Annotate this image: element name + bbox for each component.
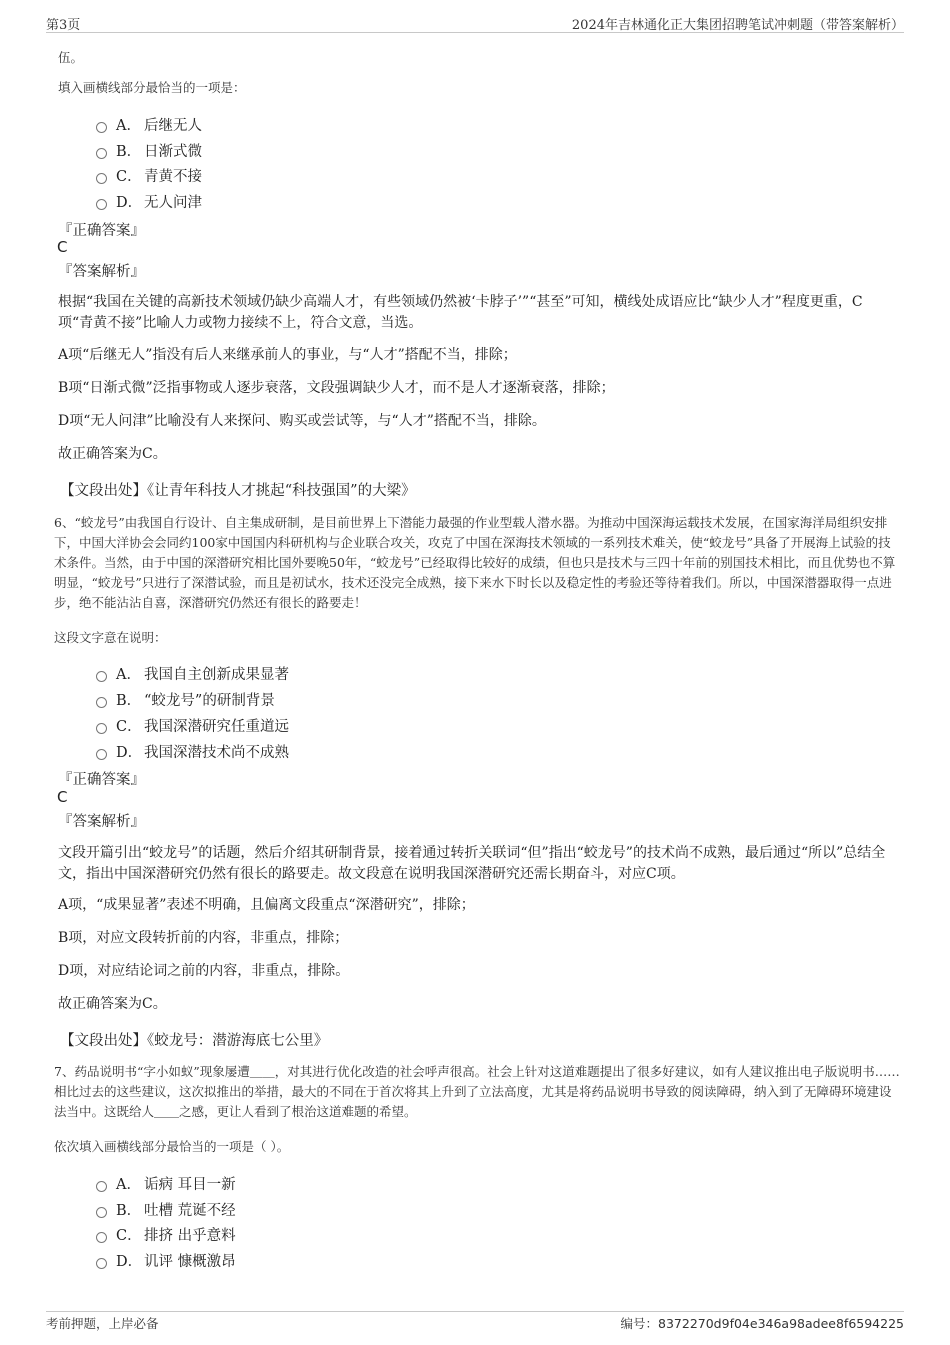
q5-stem-tail: 伍。 (58, 50, 84, 65)
q7-stem: 7、药品说明书“字小如蚁”现象屡遭＿＿，对其进行优化改造的社会呼声很高。社会上针对这道难题提出了很多好建议，如有人建议推出电子版说明书……相比过去的这些建议，这次拟推出的举措，最大的不同在于首次将其上升到了立法高度，尤其是将药品说明书导致的阅读障碍，纳入到了无障碍环境建设法当中。这既给人＿＿之感，更让人看到了根治这道难题的希望。 (54, 1064, 900, 1119)
q5-option-a[interactable]: A． 后继无人 (96, 114, 202, 138)
radio-icon[interactable] (96, 173, 107, 184)
q6-option-b[interactable]: B． “蛟龙号”的研制背景 (96, 689, 275, 713)
q7-prompt: 依次填入画横线部分最恰当的一项是（ ）。 (54, 1139, 290, 1154)
q6-analysis-paragraph: 故正确答案为C。 (58, 996, 167, 1012)
q7-option-d[interactable]: D． 讥评 慷概激昂 (96, 1250, 236, 1274)
radio-icon[interactable] (96, 723, 107, 734)
radio-icon[interactable] (96, 671, 107, 682)
q5-analysis-paragraph: 故正确答案为C。 (58, 446, 167, 462)
q6-stem: 6、“蛟龙号”由我国自行设计、自主集成研制，是目前世界上下潜能力最强的作业型载人潜水器。为推动中国深海运载技术发展，在国家海洋局组织安排下，中国大洋协会会同约100家中国国内科研机构与企业联合攻关，攻克了中国在深海技术领域的一系列技术难关，使“蛟龙号”具备了开展海上试验的技术条件。当然，由于中国的深潜研究相比国外要晚50年，“蛟龙号”已经取得比较好的成绩，但也只是技术与三四十年前的别国技术相比，而且优势也不算明显，“蛟龙号”只进行了深潜试验，而且是初试水，技术还没完全成熟，接下来水下时长以及稳定性的考验还等待着我们。所以，中国深潜器取得一点进步，绝不能沾沾自喜，深潜研究仍然还有很长的路要走！ (54, 515, 896, 610)
q7-option-c[interactable]: C． 排挤 出乎意料 (96, 1224, 236, 1248)
q7-option-a[interactable]: A． 诟病 耳目一新 (96, 1173, 236, 1197)
q5-analysis-paragraph: A项“后继无人”指没有后人来继承前人的事业，与“人才”搭配不当，排除； (58, 347, 517, 363)
q6-prompt: 这段文字意在说明： (54, 630, 167, 645)
footer-divider (46, 1311, 904, 1312)
footer-slogan: 考前押题，上岸必备 (46, 1316, 159, 1331)
radio-icon[interactable] (96, 148, 107, 159)
radio-icon[interactable] (96, 749, 107, 760)
q5-prompt: 填入画横线部分最恰当的一项是： (58, 80, 246, 95)
header-divider (46, 32, 904, 33)
q5-answer: C (57, 238, 68, 256)
document-code-value: 8372270d9f04e346a98adee8f6594225 (658, 1316, 904, 1331)
q6-answer-label: 『正确答案』 (58, 772, 145, 788)
q6-option-c[interactable]: C． 我国深潜研究任重道远 (96, 715, 289, 739)
radio-icon[interactable] (96, 1207, 107, 1218)
q6-analysis-paragraph: B项，对应文段转折前的内容，非重点，排除； (58, 930, 349, 946)
q6-analysis-label: 『答案解析』 (58, 814, 145, 830)
radio-icon[interactable] (96, 1181, 107, 1192)
q5-option-c[interactable]: C． 青黄不接 (96, 165, 202, 189)
q5-analysis-paragraph: B项“日渐式微”泛指事物或人逐步衰落，文段强调缺少人才，而不是人才逐渐衰落，排除； (58, 380, 615, 396)
q6-analysis-paragraph: A项，“成果显著”表述不明确，且偏离文段重点“深潜研究”，排除； (58, 897, 475, 913)
q5-analysis-label: 『答案解析』 (58, 264, 145, 280)
radio-icon[interactable] (96, 1258, 107, 1269)
q6-option-a[interactable]: A． 我国自主创新成果显著 (96, 663, 289, 687)
q5-answer-label: 『正确答案』 (58, 223, 145, 239)
q5-option-d[interactable]: D． 无人问津 (96, 191, 202, 215)
q5-analysis-paragraph: D项“无人问津”比喻没有人来探问、购买或尝试等，与“人才”搭配不当，排除。 (58, 413, 546, 429)
q5-source: 【文段出处】《让青年科技人才挑起“科技强国”的大梁》 (60, 483, 416, 499)
q7-option-b[interactable]: B． 吐槽 荒诞不经 (96, 1199, 236, 1223)
radio-icon[interactable] (96, 697, 107, 708)
radio-icon[interactable] (96, 199, 107, 210)
document-code (621, 1314, 905, 1332)
document-title: 2024年吉林通化正大集团招聘笔试冲刺题（带答案解析） (571, 18, 904, 33)
radio-icon[interactable] (96, 1232, 107, 1243)
q5-analysis-paragraph: 根据“我国在关键的高新技术领域仍缺少高端人才，有些领域仍然被‘卡脖子’”“甚至”可知，横线处成语应比“缺少人才”程度更重，C项“青黄不接”比喻人力或物力接续不上，符合文意，当选。 (58, 294, 863, 331)
q6-analysis-paragraph: D项，对应结论词之前的内容，非重点，排除。 (58, 963, 350, 979)
document-code-label: 编号： (620, 1316, 659, 1331)
q6-source: 【文段出处】《蛟龙号：潜游海底七公里》 (60, 1033, 329, 1049)
page-number: 第3页 (46, 18, 81, 33)
q6-analysis-paragraph: 文段开篇引出“蛟龙号”的话题，然后介绍其研制背景，接着通过转折关联词“但”指出“蛟龙号”的技术尚不成熟，最后通过“所以”总结全文，指出中国深潜研究仍然有很长的路要走。故文段意在说明我国深潜研究还需长期奋斗，对应C项。 (58, 845, 886, 882)
q6-answer: C (57, 788, 68, 806)
q6-option-d[interactable]: D． 我国深潜技术尚不成熟 (96, 741, 289, 765)
radio-icon[interactable] (96, 122, 107, 133)
q5-option-b[interactable]: B． 日渐式微 (96, 140, 202, 164)
